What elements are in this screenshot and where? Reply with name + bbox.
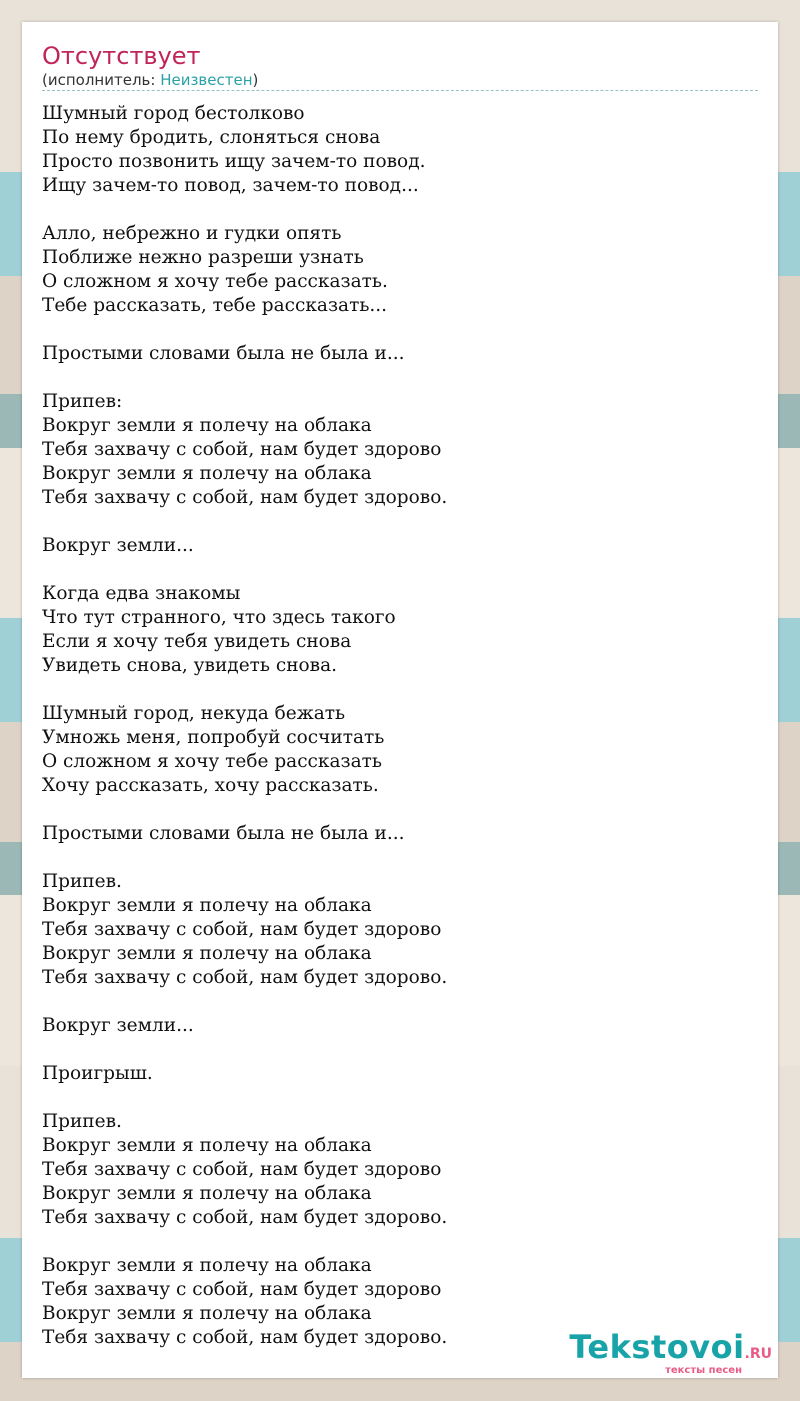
logo-suffix: .RU — [744, 1346, 772, 1362]
title-divider — [42, 90, 758, 91]
lyrics-card — [22, 22, 778, 1378]
artist-link[interactable]: Неизвестен — [160, 71, 253, 89]
lyrics-text: Шумный город бестолково По нему бродить, слоняться снова Просто позвонить ищу зачем-то повод. Ищу зачем-то повод, зачем-то повод... Алло, небрежно и гудки опять Поближе нежно разреши узнать О сложном я хочу тебе рассказать. Тебе рассказать, тебе рассказать... Простыми словами была не была и... Припев: Вокруг земли я полечу на облака Тебя захвачу с собой, нам будет здорово Вокруг земли я полечу на облака Тебя захвачу с собой, нам будет здорово. Вокруг земли... Когда едва знакомы Что тут странного, что здесь такого Если я хочу тебя увидеть снова Увидеть снова, увидеть снова. Шумный город, некуда бежать Умножь меня, попробуй сосчитать О сложном я хочу тебе рассказать Хочу рассказать, хочу рассказать. Простыми словами была не была и... Припев. Вокруг земли я полечу на облака Тебя захвачу с собой, нам будет здорово Вокруг земли я полечу на облака Тебя захвачу с собой, нам будет здорово. Вокруг земли... Проигрыш. Припев. Вокруг земли я полечу на облака Тебя захвачу с собой, нам будет здорово Вокруг земли я полечу на облака Тебя захвачу с собой, нам будет здорово. Вокруг земли я полечу на облака Тебя захвачу с собой, нам будет здорово Вокруг земли я полечу на облака Тебя захвачу с собой, нам будет здорово. — [42, 103, 448, 1348]
song-title: Отсутствует — [42, 42, 201, 70]
artist-suffix: ) — [252, 71, 259, 89]
artist-prefix: (исполнитель: — [42, 71, 161, 89]
logo-tagline: тексты песен — [665, 1365, 742, 1376]
artist-line — [42, 70, 258, 90]
logo-main-text: Tekstovoi — [569, 1328, 745, 1366]
site-logo[interactable] — [569, 1330, 772, 1376]
